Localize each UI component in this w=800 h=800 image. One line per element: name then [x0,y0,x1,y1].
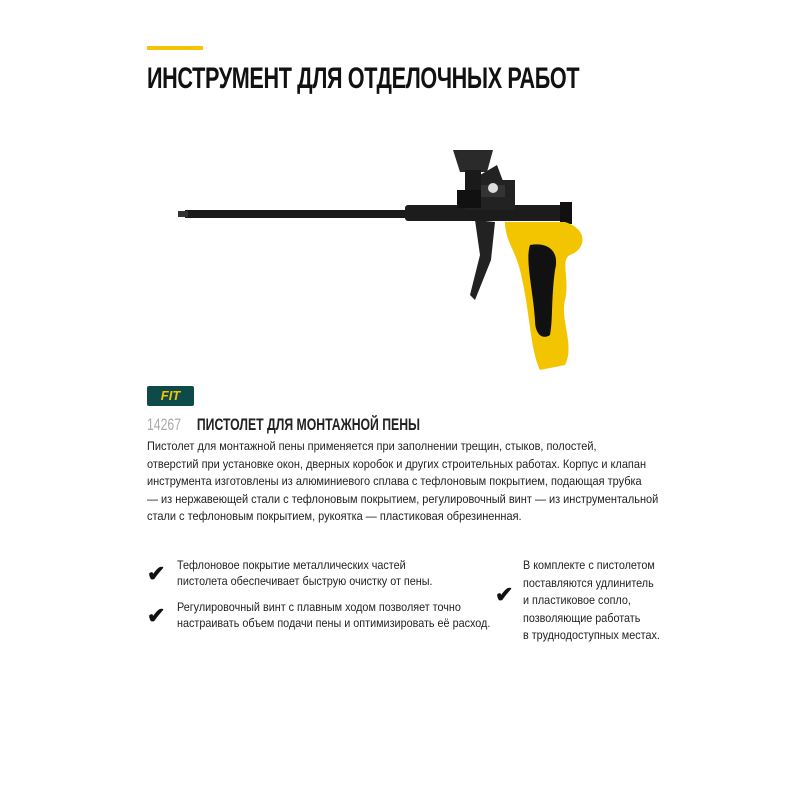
feature-line: Тефлоновое покрытие металлических частей [177,558,406,572]
feature-line: поставляются удлинитель [523,575,654,590]
feature-line: в труднодоступных местах. [523,628,660,642]
description-line: стали с тефлоновым покрытием, рукоятка — пластиковая обрезиненная. [147,509,522,524]
feature-line: и пластиковое сопло, [523,593,631,607]
logo-text: FIT [160,388,181,403]
product-name: ПИСТОЛЕТ ДЛЯ МОНТАЖНОЙ ПЕНЫ [196,415,421,434]
feature-line: пистолета обеспечивает быструю очистку от пены. [177,574,433,588]
foam-gun-image [175,150,595,375]
check-icon: ✔ [147,561,166,586]
product-code: 14267 [147,415,182,434]
title-accent-bar [147,46,203,50]
feature-line: позволяющие работать [523,610,641,625]
fit-logo [147,386,194,406]
feature-item [177,599,525,631]
check-icon: ✔ [495,582,514,607]
description-line: Пистолет для монтажной пены применяется при заполнении трещин, стыков, полостей, [147,439,597,453]
feature-item [177,557,461,589]
check-icon: ✔ [147,603,166,628]
feature-line: В комплекте с пистолетом [523,558,655,572]
page-title: ИНСТРУМЕНТ ДЛЯ ОТДЕЛОЧНЫХ РАБОТ [147,62,580,95]
description-line: инструмента изготовлены из алюминиевого сплава с тефлоновым покрытием, подающая трубка [147,474,642,489]
feature-line: Регулировочный винт с плавным ходом позволяет точно [177,600,461,614]
product-heading [147,415,420,435]
description-line: отверстий при установке окон, дверных коробок и других строительных работах. Корпус и клапан [147,456,647,471]
description-line: — из нержавеющей стали с тефлоновым покрытием, регулировочный винт — из инструментальной [147,491,659,506]
product-description [147,438,715,526]
feature-line: настраивать объем подачи пены и оптимизировать её расход. [177,616,491,630]
feature-item [523,557,675,645]
